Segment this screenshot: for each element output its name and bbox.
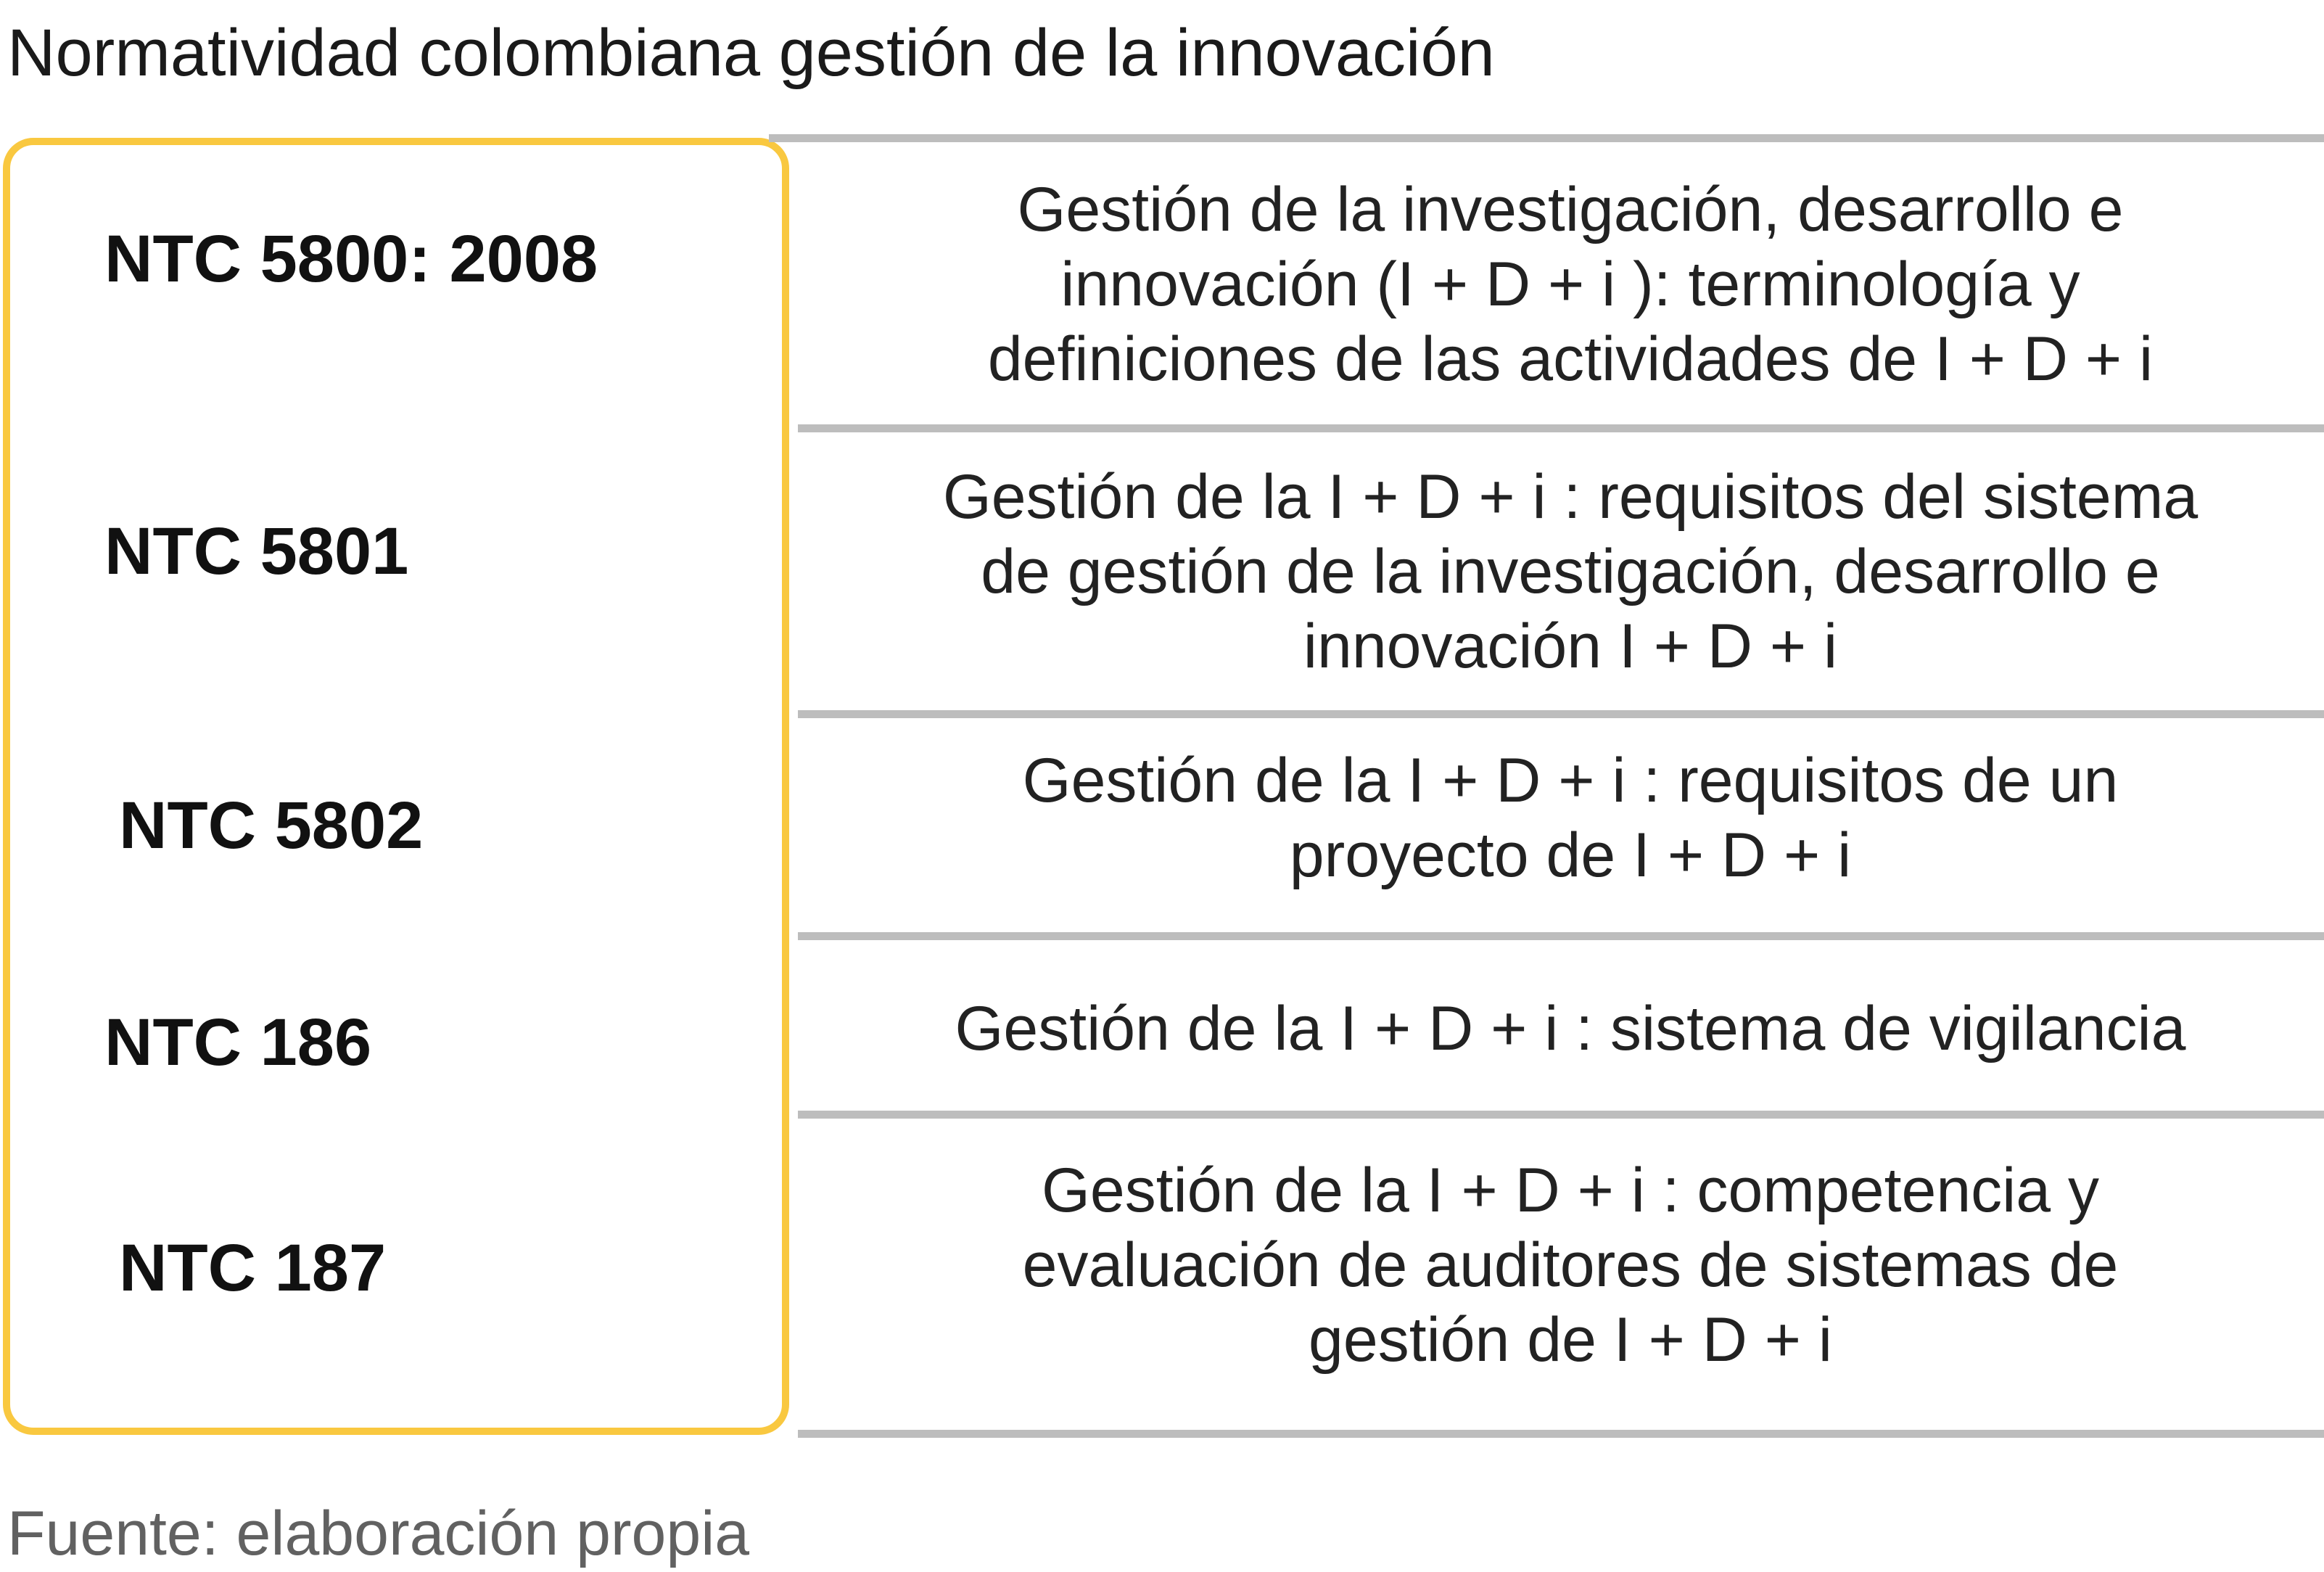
description-line: innovación I + D + i bbox=[1303, 612, 1838, 681]
description-line: Gestión de la I + D + i : requisitos de un bbox=[1022, 746, 2119, 815]
row-divider bbox=[798, 1111, 2324, 1119]
description-line: Gestión de la investigación, desarrollo e bbox=[1017, 175, 2124, 244]
description-ntc-5800 bbox=[805, 173, 2324, 397]
description-line: Gestión de la I + D + i : requisitos del sistema bbox=[942, 462, 2199, 532]
description-line: evaluación de auditores de sistemas de bbox=[1022, 1230, 2119, 1300]
row-divider-bottom bbox=[798, 1430, 2324, 1438]
description-line: proyecto de I + D + i bbox=[1289, 820, 1852, 890]
description-ntc-187 bbox=[805, 1153, 2324, 1378]
description-line: de gestión de la investigación, desarrollo e bbox=[981, 537, 2160, 606]
row-divider bbox=[798, 932, 2324, 940]
code-ntc-186: NTC 186 bbox=[104, 1005, 372, 1079]
description-line: gestión de I + D + i bbox=[1309, 1305, 1832, 1375]
description-ntc-186 bbox=[805, 992, 2324, 1066]
description-ntc-5802 bbox=[805, 744, 2324, 893]
description-line: definiciones de las actividades de I + D + i bbox=[987, 324, 2154, 394]
code-ntc-5801: NTC 5801 bbox=[104, 514, 409, 588]
page-title: Normatividad colombiana gestión de la innovación bbox=[7, 16, 1495, 90]
row-divider bbox=[798, 424, 2324, 432]
code-ntc-5802: NTC 5802 bbox=[119, 789, 424, 863]
source-note: Fuente: elaboración propia bbox=[7, 1499, 750, 1568]
description-line: innovación (I + D + i ): terminología y bbox=[1060, 250, 2080, 319]
code-ntc-187: NTC 187 bbox=[119, 1231, 387, 1305]
description-line: Gestión de la I + D + i : competencia y bbox=[1042, 1156, 2099, 1225]
description-ntc-5801 bbox=[805, 460, 2324, 684]
row-divider bbox=[798, 710, 2324, 718]
row-divider-top bbox=[769, 134, 2324, 142]
description-line: Gestión de la I + D + i : sistema de vigilancia bbox=[955, 994, 2186, 1063]
code-ntc-5800: NTC 5800: 2008 bbox=[104, 222, 598, 296]
